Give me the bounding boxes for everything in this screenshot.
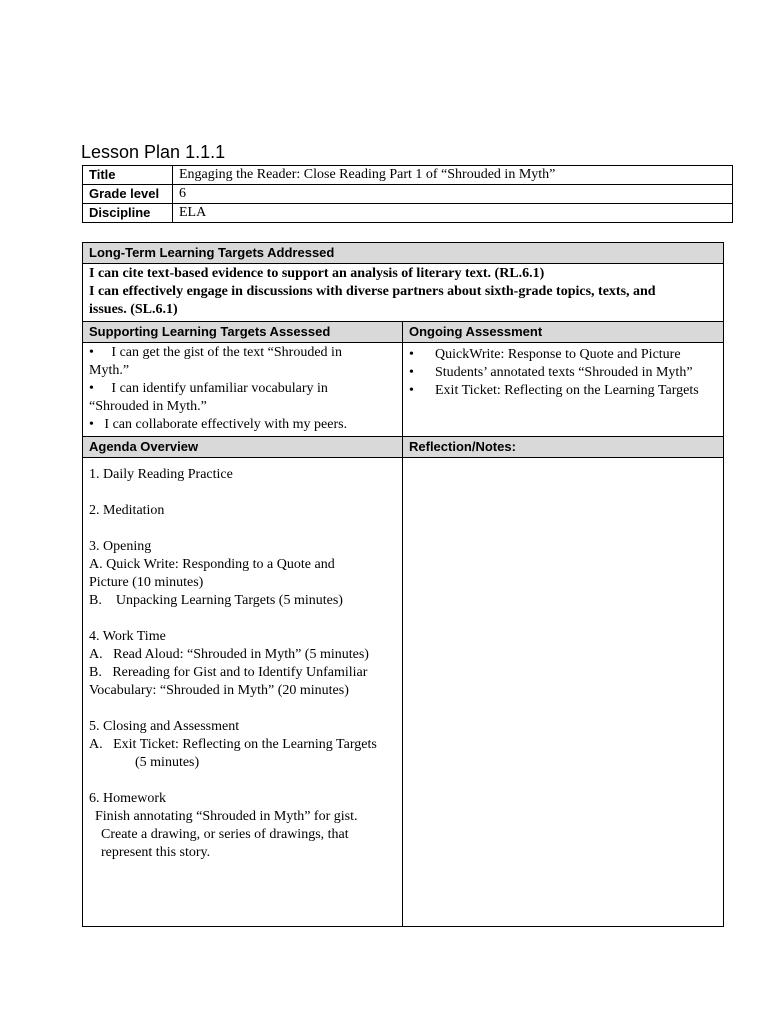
supporting-target-line: Myth.” bbox=[89, 363, 130, 378]
reflection-notes-area bbox=[403, 458, 724, 927]
agenda-section-3 bbox=[89, 538, 396, 610]
agenda-line: represent this story. bbox=[101, 845, 211, 860]
agenda-line: 6. Homework bbox=[89, 791, 166, 806]
agenda-line: 1. Daily Reading Practice bbox=[89, 467, 233, 482]
ongoing-assessments bbox=[403, 343, 724, 437]
supporting-target-line: • I can get the gist of the text “Shrouded in bbox=[89, 345, 342, 360]
lesson-info-table bbox=[82, 165, 733, 223]
long-term-target-2-cont: issues. (SL.6.1) bbox=[89, 302, 178, 317]
discipline-value: ELA bbox=[173, 204, 733, 223]
agenda-line: 2. Meditation bbox=[89, 503, 165, 518]
agenda-line: A. Read Aloud: “Shrouded in Myth” (5 minutes) bbox=[89, 647, 369, 662]
title-row bbox=[83, 166, 733, 185]
ongoing-assessment-header: Ongoing Assessment bbox=[403, 322, 724, 343]
supporting-targets bbox=[83, 343, 403, 437]
agenda-line: B. Unpacking Learning Targets (5 minutes) bbox=[89, 593, 343, 608]
grade-value: 6 bbox=[173, 185, 733, 204]
agenda-section-6 bbox=[89, 790, 396, 862]
supporting-target-line: • I can identify unfamiliar vocabulary in bbox=[89, 381, 328, 396]
agenda-line: 3. Opening bbox=[89, 539, 152, 554]
agenda-section-2 bbox=[89, 502, 396, 520]
title-label: Title bbox=[83, 166, 173, 185]
supporting-target-line: “Shrouded in Myth.” bbox=[89, 399, 207, 414]
agenda-overview bbox=[83, 458, 403, 927]
supporting-targets-header: Supporting Learning Targets Assessed bbox=[83, 322, 403, 343]
agenda-line: Finish annotating “Shrouded in Myth” for gist. bbox=[95, 809, 358, 824]
agenda-section-5 bbox=[89, 718, 396, 772]
ongoing-assessment-list bbox=[409, 346, 717, 400]
long-term-targets-header: Long-Term Learning Targets Addressed bbox=[83, 243, 724, 264]
agenda-line: 5. Closing and Assessment bbox=[89, 719, 240, 734]
agenda-line: Create a drawing, or series of drawings, that bbox=[101, 827, 349, 842]
list-item: • Exit Ticket: Reflecting on the Learning Targets bbox=[409, 382, 717, 400]
agenda-line: Vocabulary: “Shrouded in Myth” (20 minutes) bbox=[89, 683, 349, 698]
grade-label: Grade level bbox=[83, 185, 173, 204]
agenda-line: Picture (10 minutes) bbox=[89, 575, 204, 590]
agenda-line: (5 minutes) bbox=[135, 755, 200, 770]
agenda-section-1 bbox=[89, 466, 396, 484]
long-term-target-2: I can effectively engage in discussions with diverse partners about sixth-grade topics, texts, and bbox=[89, 284, 656, 299]
long-term-targets bbox=[83, 264, 724, 322]
agenda-line: B. Rereading for Gist and to Identify Unfamiliar bbox=[89, 665, 368, 680]
reflection-notes-header: Reflection/Notes: bbox=[403, 437, 724, 458]
agenda-section-4 bbox=[89, 628, 396, 700]
list-item: • QuickWrite: Response to Quote and Picture bbox=[409, 346, 717, 364]
discipline-label: Discipline bbox=[83, 204, 173, 223]
title-value: Engaging the Reader: Close Reading Part 1 of “Shrouded in Myth” bbox=[173, 166, 733, 185]
supporting-target-line: • I can collaborate effectively with my peers. bbox=[89, 417, 348, 432]
grade-row bbox=[83, 185, 733, 204]
agenda-overview-header: Agenda Overview bbox=[83, 437, 403, 458]
agenda-line: 4. Work Time bbox=[89, 629, 166, 644]
list-item: • Students’ annotated texts “Shrouded in Myth” bbox=[409, 364, 717, 382]
page-title: Lesson Plan 1.1.1 bbox=[81, 142, 226, 162]
agenda-line: A. Exit Ticket: Reflecting on the Learning Targets bbox=[89, 737, 377, 752]
discipline-row bbox=[83, 204, 733, 223]
long-term-target-1: I can cite text-based evidence to support an analysis of literary text. (RL.6.1) bbox=[89, 266, 545, 281]
agenda-line: A. Quick Write: Responding to a Quote and bbox=[89, 557, 335, 572]
lesson-plan-table bbox=[82, 242, 724, 927]
